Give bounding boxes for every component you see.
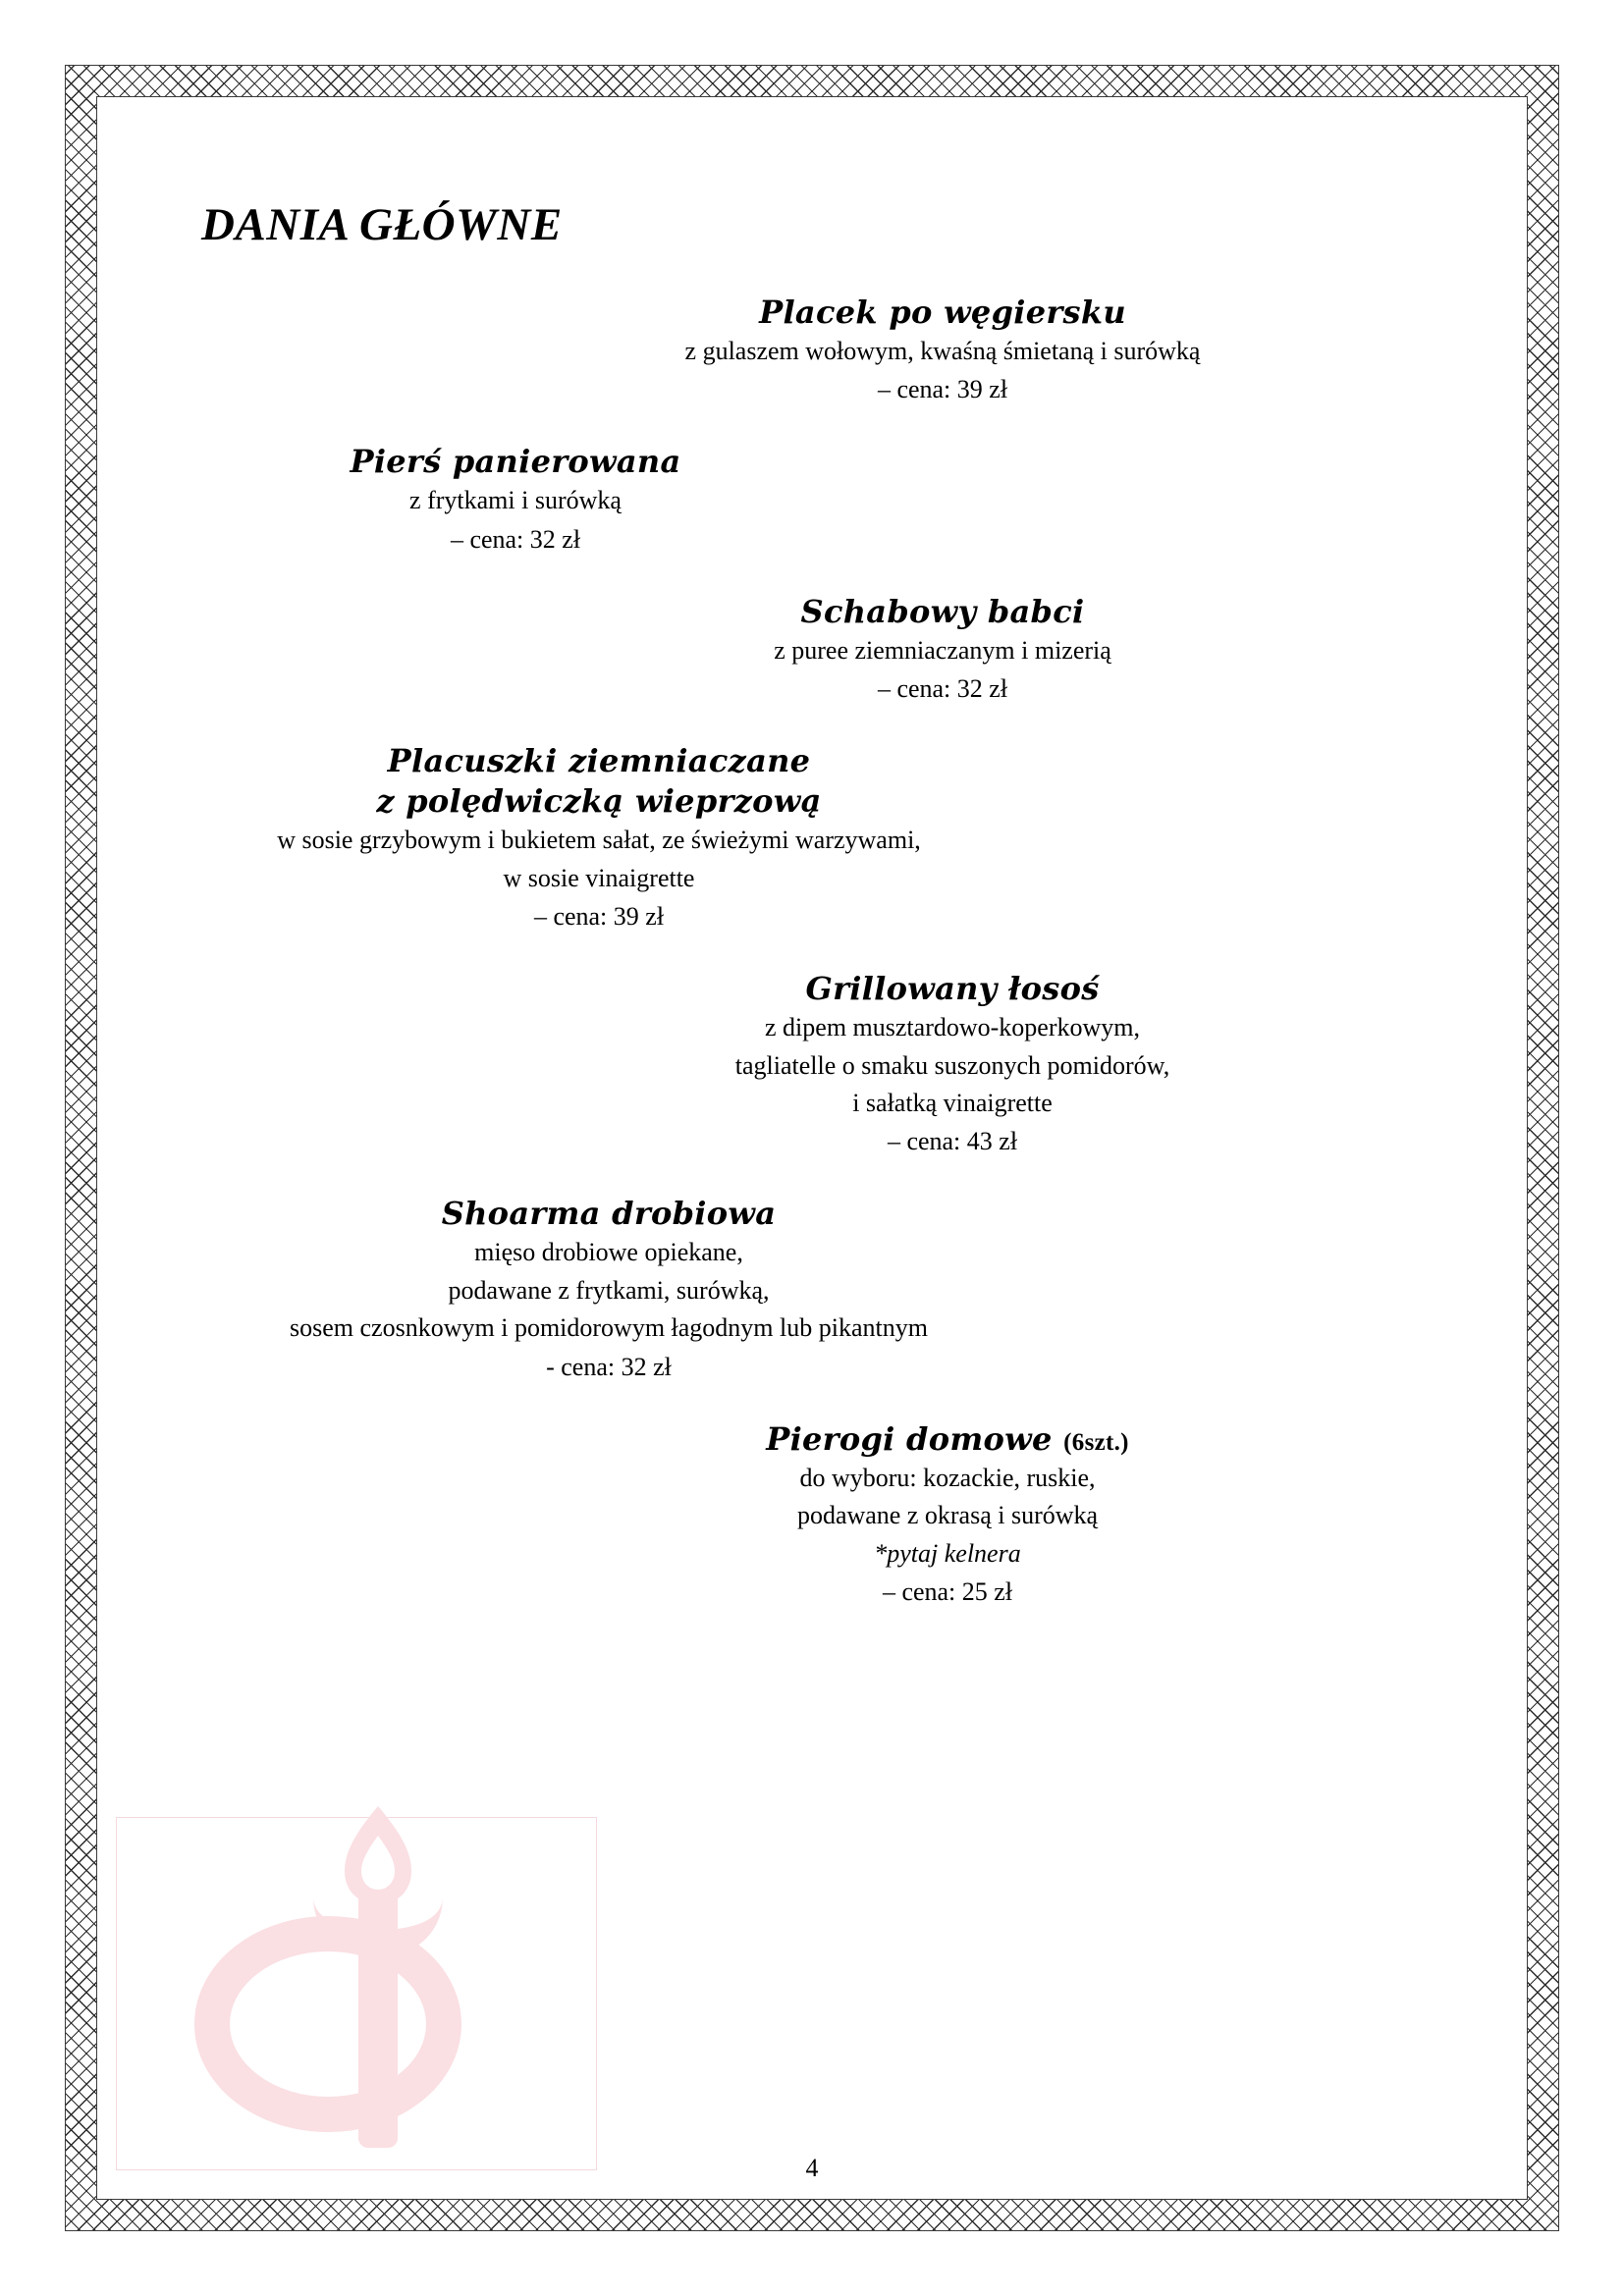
dish-name: Pierś panierowana (350, 443, 681, 481)
menu-item (579, 1419, 1316, 1611)
dish-name: Placek po węgiersku (759, 294, 1126, 331)
dish-description-line: tagliatelle o smaku suszonych pomidorów, (734, 1050, 1170, 1080)
dish-name: Placuszki ziemniaczane (387, 742, 811, 780)
menu-item (589, 969, 1316, 1160)
dish-price: – cena: 25 zł (882, 1577, 1013, 1607)
dish-description-line: z frytkami i surówką (409, 486, 622, 515)
page-title: DANIA GŁÓWNE (201, 199, 563, 250)
dish-name: Grillowany łosoś (805, 970, 1100, 1008)
dish-description-line: w sosie vinaigrette (503, 863, 695, 892)
dish-name-second-line: z polędwiczką wieprzową (376, 782, 822, 821)
dish-price: – cena: 43 zł (887, 1127, 1018, 1156)
menu-item (157, 741, 1041, 935)
watermark-logo-frame (116, 1817, 597, 2170)
dish-description-line: z dipem musztardowo-koperkowym, (765, 1013, 1140, 1042)
dish-description-line: z gulaszem wołowym, kwaśną śmietaną i surówką (684, 336, 1201, 365)
page-number: 4 (805, 2154, 819, 2182)
menu-item (569, 592, 1316, 708)
dish-description-line: i sałatką vinaigrette (852, 1089, 1053, 1117)
menu-item (187, 1194, 1031, 1385)
menu-content (157, 147, 1473, 1611)
dish-description-line: podawane z okrasą i surówką (796, 1501, 1099, 1530)
dish-name: Schabowy babci (800, 592, 1085, 630)
phoenix-torch-logo-icon (166, 1779, 578, 2191)
dish-name-text: Pierogi domowe (766, 1419, 1053, 1458)
dish-price: – cena: 39 zł (877, 375, 1008, 404)
dish-description-line: podawane z frytkami, surówką, (448, 1275, 770, 1305)
dish-price: - cena: 32 zł (546, 1352, 672, 1381)
dish-price: – cena: 39 zł (533, 902, 665, 932)
dish-note: *pytaj kelnera (874, 1538, 1021, 1568)
dish-quantity: (6szt.) (1063, 1428, 1129, 1456)
menu-item (196, 442, 835, 558)
dish-description-line: sosem czosnkowym i pomidorowym łagodnym lub pikantnym (290, 1313, 928, 1343)
dish-price: – cena: 32 zł (877, 674, 1008, 704)
dish-name: Shoarma drobiowa (441, 1195, 777, 1233)
dish-description-line: mięso drobiowe opiekane, (474, 1238, 743, 1267)
dish-description-line: do wyboru: kozackie, ruskie, (799, 1463, 1096, 1492)
dish-description-line: w sosie grzybowym i bukietem sałat, ze świeżymi warzywami, (277, 826, 921, 855)
dish-price: – cena: 32 zł (450, 524, 581, 554)
dish-description-line: z puree ziemniaczanym i mizerią (774, 635, 1111, 665)
dish-name (579, 1419, 1316, 1460)
menu-item (569, 293, 1316, 408)
